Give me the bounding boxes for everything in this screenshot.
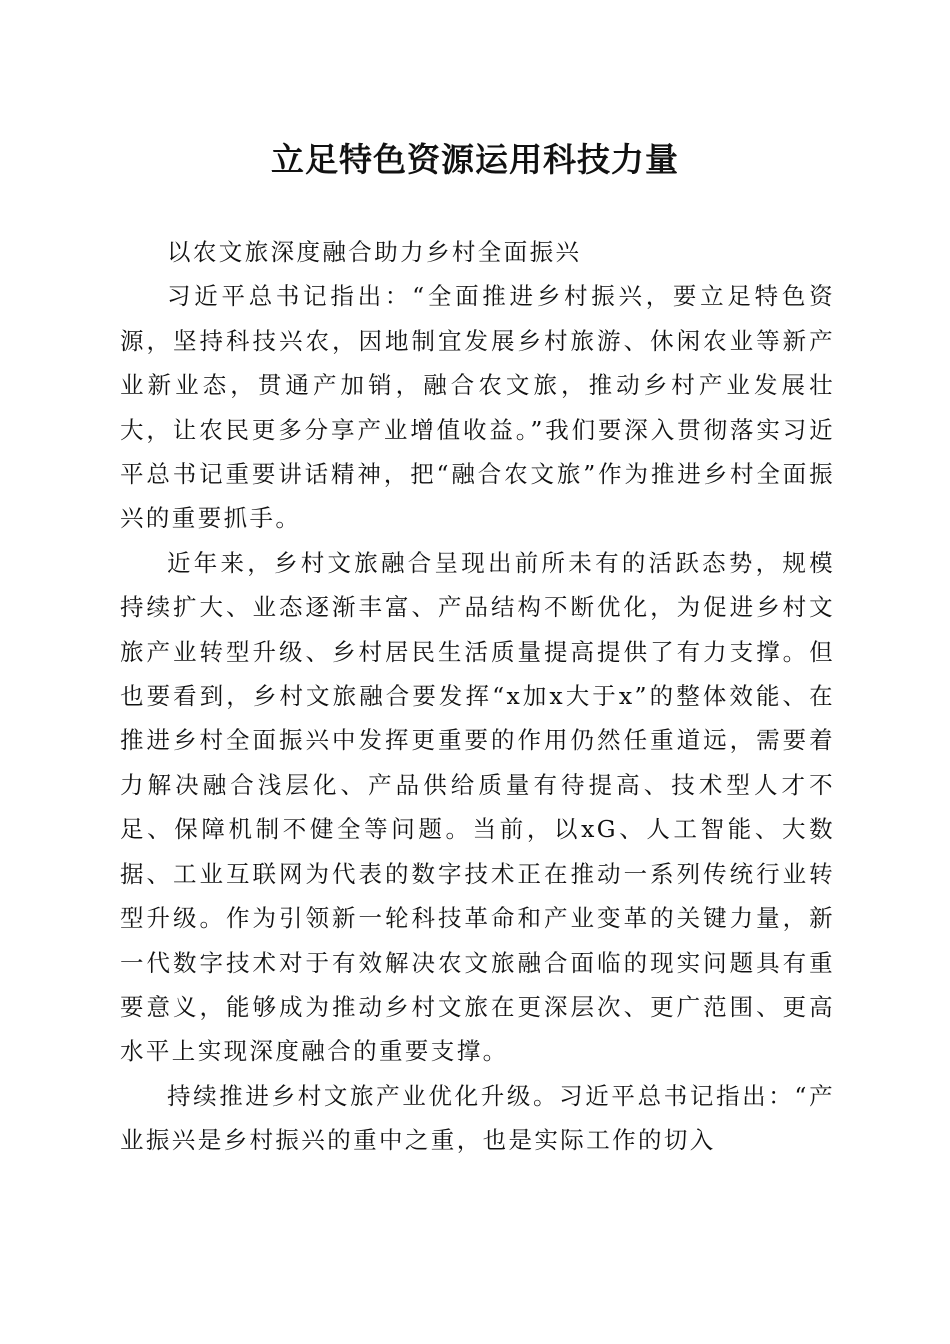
body-paragraph: 持续推进乡村文旅产业优化升级。习近平总书记指出：“产业振兴是乡村振兴的重中之重，也是实际工作的切入 <box>120 1081 835 1155</box>
document-title: 立足特色资源运用科技力量 <box>271 140 679 179</box>
body-paragraph: 习近平总书记指出：“全面推进乡村振兴，要立足特色资源，坚持科技兴农，因地制宜发展乡村旅游、休闲农业等新产业新业态，贯通产加销，融合农文旅，推动乡村产业发展壮大，让农民更多分享产业增值收益。”我们要深入贯彻落实习近平总书记重要讲话精神，把“融合农文旅”作为推进乡村全面振兴的重要抓手。 <box>120 282 835 533</box>
body-paragraph: 近年来，乡村文旅融合呈现出前所未有的活跃态势，规模持续扩大、业态逐渐丰富、产品结构不断优化，为促进乡村文旅产业转型升级、乡村居民生活质量提高提供了有力支撑。但也要看到，乡村文旅融合要发挥“x加x大于x”的整体效能、在推进乡村全面振兴中发挥更重要的作用仍然任重道远，需要着力解决融合浅层化、产品供给质量有待提高、技术型人才不足、保障机制不健全等问题。当前，以xG、人工智能、大数据、工业互联网为代表的数字技术正在推动一系列传统行业转型升级。作为引领新一轮科技革命和产业变革的关键力量，新一代数字技术对于有效解决农文旅融合面临的现实问题具有重要意义，能够成为推动乡村文旅在更深层次、更广范围、更高水平上实现深度融合的重要支撑。 <box>120 548 835 1066</box>
subtitle-paragraph: 以农文旅深度融合助力乡村全面振兴 <box>167 238 582 266</box>
document-body <box>120 230 835 1163</box>
